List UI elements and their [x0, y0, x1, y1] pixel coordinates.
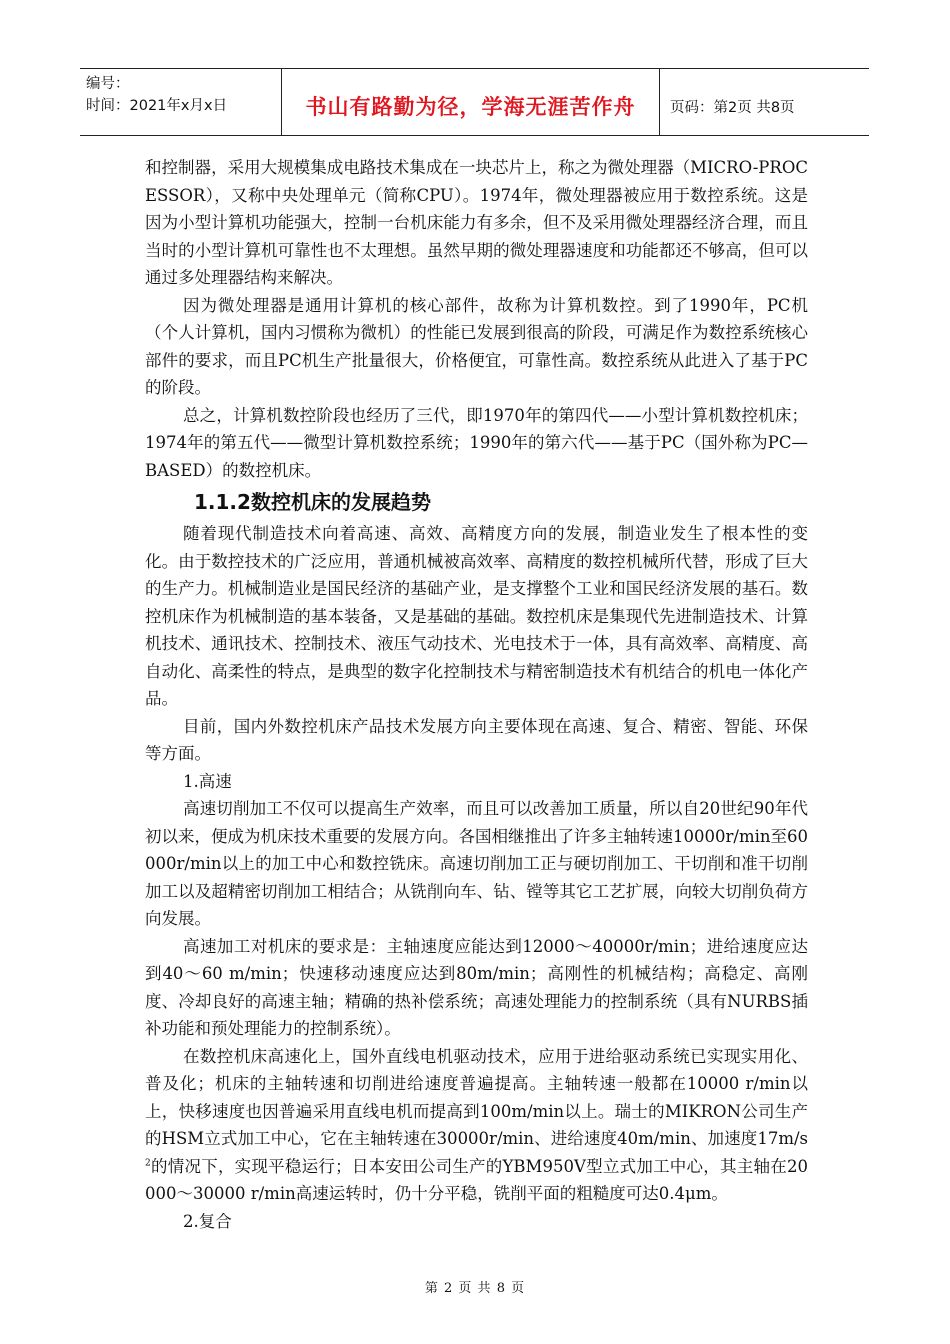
- superscript: 2: [145, 1158, 151, 1168]
- paragraph: 总之，计算机数控阶段也经历了三代，即1970年的第四代——小型计算机数控机床；1974年的第五代——微型计算机数控系统；1990年的第六代——基于PC（国外称为PC—BASED）的数控机床。: [145, 405, 808, 480]
- paragraph: 因为微处理器是通用计算机的核心部件，故称为计算机数控。到了1990年，PC机（个人计算机，国内习惯称为微机）的性能已发展到很高的阶段，可满足作为数控系统核心部件的要求，而且PC机生产批量很大，价格便宜，可靠性高。数控系统从此进入了基于PC的阶段。: [145, 295, 808, 397]
- doc-number-label: 编号：: [86, 76, 130, 92]
- paragraph: 目前，国内外数控机床产品技术发展方向主要体现在高速、复合、精密、智能、环保等方面。: [145, 716, 808, 763]
- page-header: [80, 68, 869, 136]
- section-heading: 1.1.2数控机床的发展趋势: [194, 490, 431, 514]
- header-page-cell: [660, 69, 869, 135]
- paragraph: 和控制器，采用大规模集成电路技术集成在一块芯片上，称之为微处理器（MICRO-PROCESSOR），又称中央处理单元（简称CPU）。1974年，微处理器被应用于数控系统。这是因为小型计算机功能强大，控制一台机床能力有多余，但不及采用微处理器经济合理，而且当时的小型计算机可靠性也不太理想。虽然早期的微处理器速度和功能都还不够高，但可以通过多处理器结构来解决。: [145, 158, 808, 287]
- header-motto: 书山有路勤为径，学海无涯苦作舟: [305, 95, 636, 119]
- paragraph-text: 在数控机床高速化上，国外直线电机驱动技术，应用于进给驱动系统已实现实用化、普及化；机床的主轴转速和切削进给速度普遍提高。主轴转速一般都在10000 r/min以上，快移速度也因普遍采用直线电机而提高到100m/min以上。瑞士的MIKRON公司生产的HSM立式加工中心，它在主轴转速在30000r/min、进给速度40m/min、加速度17m/s: [145, 1046, 808, 1148]
- document-body: [145, 154, 808, 1235]
- header-left-cell: [80, 69, 282, 135]
- subheading-high-speed: 1.高速: [183, 771, 232, 791]
- paragraph-text: 的情况下，实现平稳运行；日本安田公司生产的YBM950V型立式加工中心，其主轴在20000～30000 r/min高速运转时，仍十分平稳，铣削平面的粗糙度可达0.4μm。: [145, 1156, 808, 1203]
- paragraph: 随着现代制造技术向着高速、高效、高精度方向的发展，制造业发生了根本性的变化。由于数控技术的广泛应用，普通机械被高效率、高精度的数控机械所代替，形成了巨大的生产力。机械制造业是国民经济的基础产业，是支撑整个工业和国民经济发展的基石。数控机床作为机械制造的基本装备，又是基础的基础。数控机床是集现代先进制造技术、计算机技术、通讯技术、控制技术、液压气动技术、光电技术于一体，具有高效率、高精度、高自动化、高柔性的特点，是典型的数字化控制技术与精密制造技术有机结合的机电一体化产品。: [145, 524, 808, 708]
- paragraph: 高速切削加工不仅可以提高生产效率，而且可以改善加工质量，所以自20世纪90年代初以来，便成为机床技术重要的发展方向。各国相继推出了许多主轴转速10000r/min至60000r/min以上的加工中心和数控铣床。高速切削加工正与硬切削加工、干切削和准干切削加工以及超精密切削加工相结合；从铣削向车、钻、镗等其它工艺扩展，向较大切削负荷方向发展。: [145, 799, 808, 928]
- paragraph: [145, 1043, 808, 1208]
- page-footer: 第 2 页 共 8 页: [424, 1281, 526, 1296]
- subheading-compound: 2.复合: [183, 1211, 232, 1231]
- header-motto-cell: [282, 69, 660, 135]
- header-page-label: 页码：第2页 共8页: [670, 99, 795, 116]
- paragraph: 高速加工对机床的要求是：主轴速度应能达到12000～40000r/min；进给速度应达到40～60 m/min；快速移动速度应达到80m/min；高刚性的机械结构；高稳定、高刚度、冷却良好的高速主轴；精确的热补偿系统；高速处理能力的控制系统（具有NURBS插补功能和预处理能力的控制系统）。: [145, 936, 808, 1038]
- doc-time-label: 时间：2021年x月x日: [86, 98, 228, 114]
